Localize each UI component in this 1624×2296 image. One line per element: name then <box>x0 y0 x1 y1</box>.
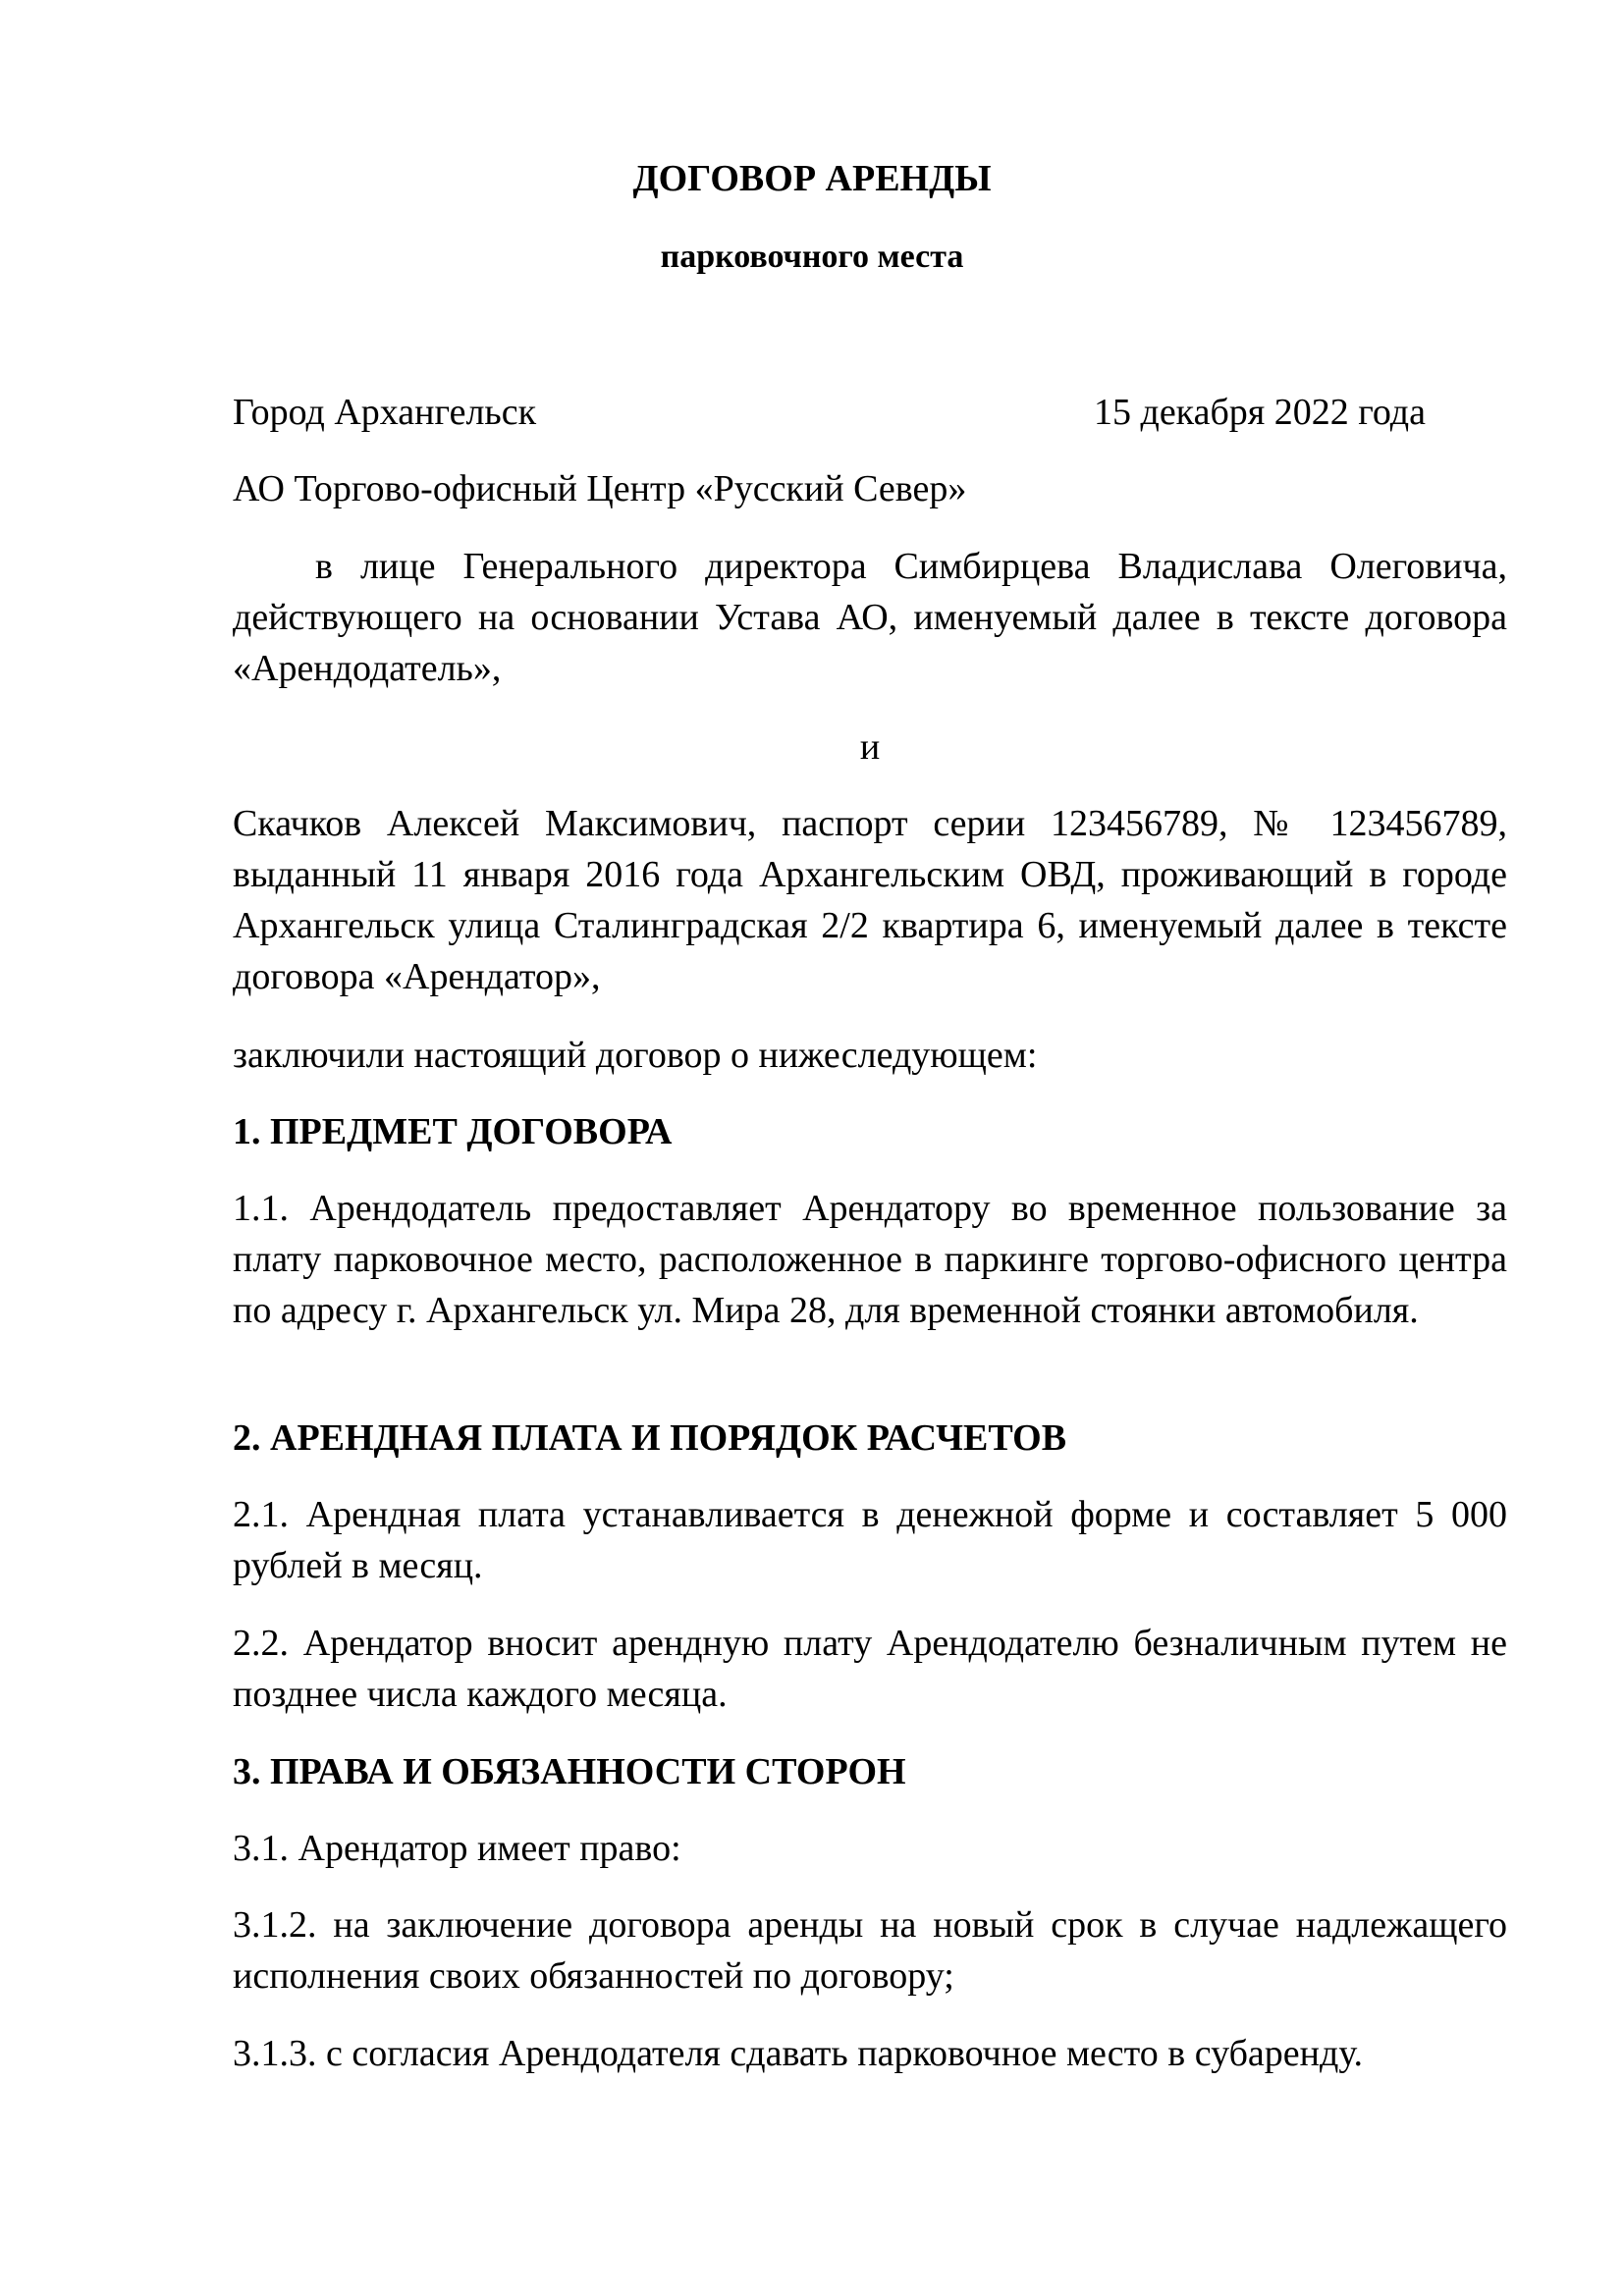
document-title: ДОГОВОР АРЕНДЫ <box>632 158 992 199</box>
section-3-heading: 3. ПРАВА И ОБЯЗАННОСТИ СТОРОН <box>233 1751 906 1792</box>
lessor-rep-line1: в лице Генерального директора Симбирцева Владислава Олеговича, <box>233 546 1507 587</box>
lessee-paragraph: Скачков Алексей Максимович, паспорт серии 123456789, № 123456789, выданный 11 января 2016 года Архангельским ОВД, проживающий в городе Архангельск улица Сталинградская 2/2 квартира 6, именуемый далее в тексте договора «Арендатор», <box>233 803 1507 997</box>
lessor-rep-rest: действующего на основании Устава АО, именуемый далее в тексте договора «Арендодатель», <box>233 597 1507 689</box>
document-subtitle: парковочного места <box>660 239 964 275</box>
place-date-row <box>233 387 1507 438</box>
conjunction: и <box>859 726 881 768</box>
section-2-heading: 2. АРЕНДНАЯ ПЛАТА И ПОРЯДОК РАСЧЕТОВ <box>233 1417 1067 1459</box>
clause-3-1-3: 3.1.3. с согласия Арендодателя сдавать парковочное место в субаренду. <box>233 2033 1364 2074</box>
clause-2-2: 2.2. Арендатор вносит арендную плату Арендодателю безналичным путем не позднее числа каждого месяца. <box>233 1623 1507 1715</box>
clause-2-1: 2.1. Арендная плата устанавливается в денежной форме и составляет 5 000 рублей в месяц. <box>233 1494 1507 1586</box>
contract-date: 15 декабря 2022 года <box>1093 392 1426 433</box>
clause-3-1: 3.1. Арендатор имеет право: <box>233 1828 681 1869</box>
lessor-name: АО Торгово-офисный Центр «Русский Север» <box>233 468 967 509</box>
city: Город Архангельск <box>233 392 537 433</box>
clause-1-1: 1.1. Арендодатель предоставляет Арендатору во временное пользование за плату парковочное место, расположенное в паркинге торгово-офисного центра по адресу г. Архангельск ул. Мира 28, для временной стоянки автомобиля. <box>233 1188 1507 1331</box>
clause-3-1-2: 3.1.2. на заключение договора аренды на новый срок в случае надлежащего исполнения своих обязанностей по договору; <box>233 1904 1507 1997</box>
section-1-heading: 1. ПРЕДМЕТ ДОГОВОРА <box>233 1111 673 1152</box>
intro-paragraph: заключили настоящий договор о нижеследующем: <box>233 1035 1038 1076</box>
